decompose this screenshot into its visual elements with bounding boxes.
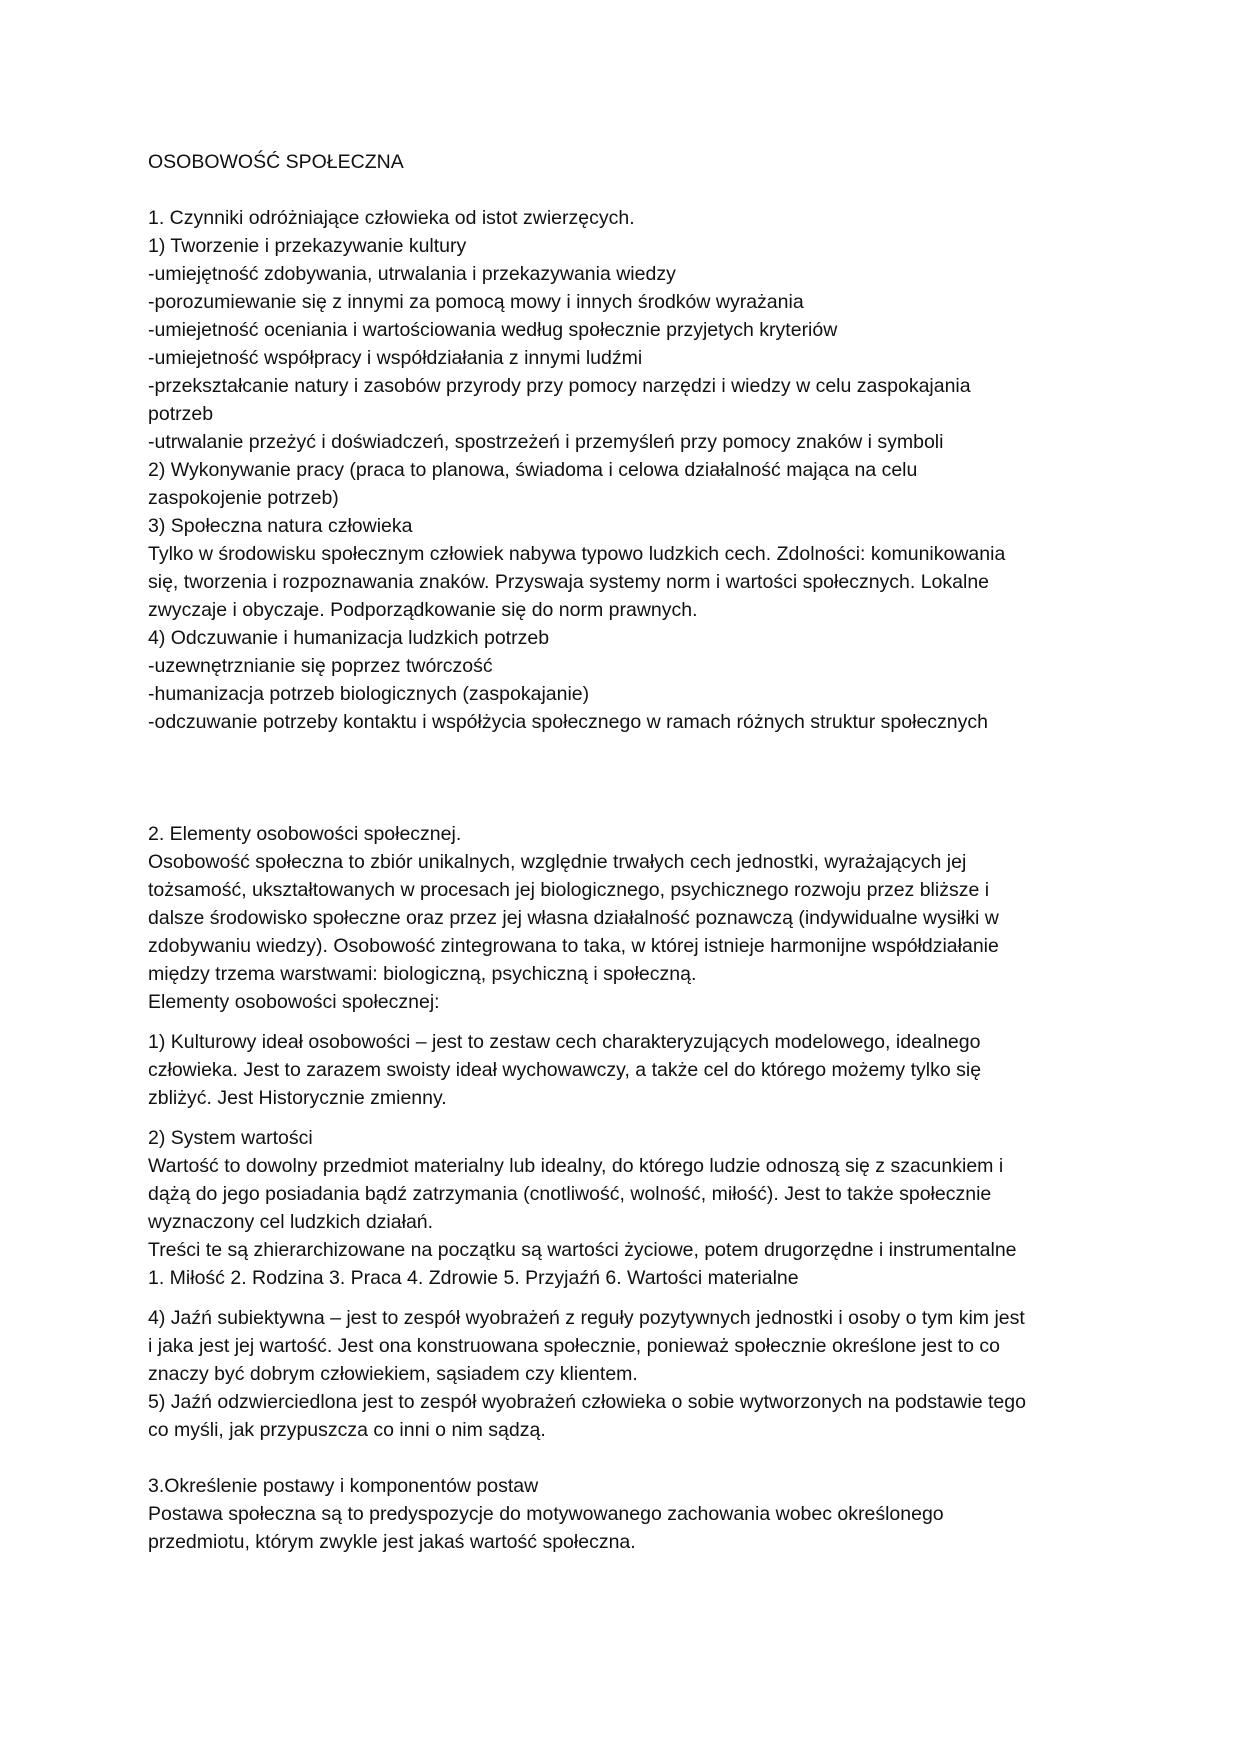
text-line: tożsamość, ukształtowanych w procesach jej biologicznego, psychicznego rozwoju przez bliższe i — [148, 879, 990, 901]
section-1-body — [148, 232, 1098, 736]
text-line: Postawa społeczna są to predyspozycje do motywowanego zachowania wobec określonego — [148, 1503, 944, 1525]
section-2-heading: 2. Elementy osobowości społecznej. — [148, 823, 462, 845]
text-line: -humanizacja potrzeb biologicznych (zaspokajanie) — [148, 683, 590, 705]
document-content — [148, 148, 1098, 1556]
text-line: -umiejetność współpracy i współdziałania z innymi ludźmi — [148, 347, 643, 369]
section-2-item-2 — [148, 1124, 1098, 1292]
text-line: dążą do jego posiadania bądź zatrzymania (cnotliwość, wolność, miłość). Jest to także społecznie — [148, 1183, 992, 1205]
text-line: co myśli, jak przypuszcza co inni o nim sądzą. — [148, 1419, 546, 1441]
text-line: dalsze środowisko społeczne oraz przez jej własna działalność poznawczą (indywidualne wysiłki w — [148, 907, 999, 929]
document-title: OSOBOWOŚĆ SPOŁECZNA — [148, 151, 404, 173]
text-line: 2) System wartości — [148, 1127, 313, 1149]
section-2-intro — [148, 848, 1098, 1016]
section-3 — [148, 1472, 1098, 1556]
text-line: 3) Społeczna natura człowieka — [148, 515, 413, 537]
text-line: przedmiotu, którym zwykle jest jakaś wartość społeczna. — [148, 1531, 636, 1553]
text-line: -porozumiewanie się z innymi za pomocą mowy i innych środków wyrażania — [148, 291, 804, 313]
text-line: 5) Jaźń odzwierciedlona jest to zespół wyobrażeń człowieka o sobie wytworzonych na podstawie tego — [148, 1391, 1026, 1413]
text-line: między trzema warstwami: biologiczną, psychiczną i społeczną. — [148, 963, 697, 985]
section-3-heading: 3.Określenie postawy i komponentów postaw — [148, 1475, 539, 1497]
text-line: 4) Jaźń subiektywna – jest to zespół wyobrażeń z reguły pozytywnych jednostki i osoby o tym kim jest — [148, 1307, 1025, 1329]
section-2-item-1 — [148, 1028, 1098, 1112]
text-line: -umiejętność zdobywania, utrwalania i przekazywania wiedzy — [148, 263, 676, 285]
section-3-body — [148, 1500, 1098, 1556]
text-line: Elementy osobowości społecznej: — [148, 991, 440, 1013]
text-line: 1) Kulturowy ideał osobowości – jest to zestaw cech charakteryzujących modelowego, idealnego — [148, 1031, 981, 1053]
text-line: Tylko w środowisku społecznym człowiek nabywa typowo ludzkich cech. Zdolności: komunikowania — [148, 543, 1006, 565]
text-line: -uzewnętrznianie się poprzez twórczość — [148, 655, 493, 677]
text-line: zaspokojenie potrzeb) — [148, 487, 339, 509]
text-line: zdobywaniu wiedzy). Osobowość zintegrowana to taka, w której istnieje harmonijne współdziałanie — [148, 935, 999, 957]
text-line: człowieka. Jest to zarazem swoisty ideał wychowawczy, a także cel do którego możemy tylko się — [148, 1059, 982, 1081]
text-line: 1. Miłość 2. Rodzina 3. Praca 4. Zdrowie 5. Przyjaźń 6. Wartości materialne — [148, 1267, 799, 1289]
text-line: wyznaczony cel ludzkich działań. — [148, 1211, 434, 1233]
text-line: Osobowość społeczna to zbiór unikalnych, względnie trwałych cech jednostki, wyrażających jej — [148, 851, 967, 873]
section-2 — [148, 820, 1098, 1444]
text-line: 2) Wykonywanie pracy (praca to planowa, świadoma i celowa działalność mająca na celu — [148, 459, 918, 481]
text-line: 1) Tworzenie i przekazywanie kultury — [148, 235, 467, 257]
text-line: -przekształcanie natury i zasobów przyrody przy pomocy narzędzi i wiedzy w celu zaspokajania — [148, 375, 971, 397]
section-2-item-4 — [148, 1304, 1098, 1444]
text-line: się, tworzenia i rozpoznawania znaków. Przyswaja systemy norm i wartości społecznych. Lokalne — [148, 571, 990, 593]
text-line: potrzeb — [148, 403, 214, 425]
text-line: 4) Odczuwanie i humanizacja ludzkich potrzeb — [148, 627, 550, 649]
text-line: zbliżyć. Jest Historycznie zmienny. — [148, 1087, 447, 1109]
text-line: -odczuwanie potrzeby kontaktu i współżycia społecznego w ramach różnych struktur społecznych — [148, 711, 988, 733]
text-line: Treści te są zhierarchizowane na początku są wartości życiowe, potem drugorzędne i instrumentalne — [148, 1239, 1017, 1261]
text-line: Wartość to dowolny przedmiot materialny lub idealny, do którego ludzie odnoszą się z szacunkiem i — [148, 1155, 1004, 1177]
text-line: -utrwalanie przeżyć i doświadczeń, spostrzeżeń i przemyśleń przy pomocy znaków i symboli — [148, 431, 944, 453]
text-line: i jaka jest jej wartość. Jest ona konstruowana społecznie, ponieważ społecznie określone jest to co — [148, 1335, 1000, 1357]
section-1 — [148, 204, 1098, 736]
section-1-heading: 1. Czynniki odróżniające człowieka od istot zwierzęcych. — [148, 207, 635, 229]
text-line: znaczy być dobrym człowiekiem, sąsiadem czy klientem. — [148, 1363, 638, 1385]
text-line: zwyczaje i obyczaje. Podporządkowanie się do norm prawnych. — [148, 599, 698, 621]
text-line: -umiejetność oceniania i wartościowania według społecznie przyjetych kryteriów — [148, 319, 838, 341]
